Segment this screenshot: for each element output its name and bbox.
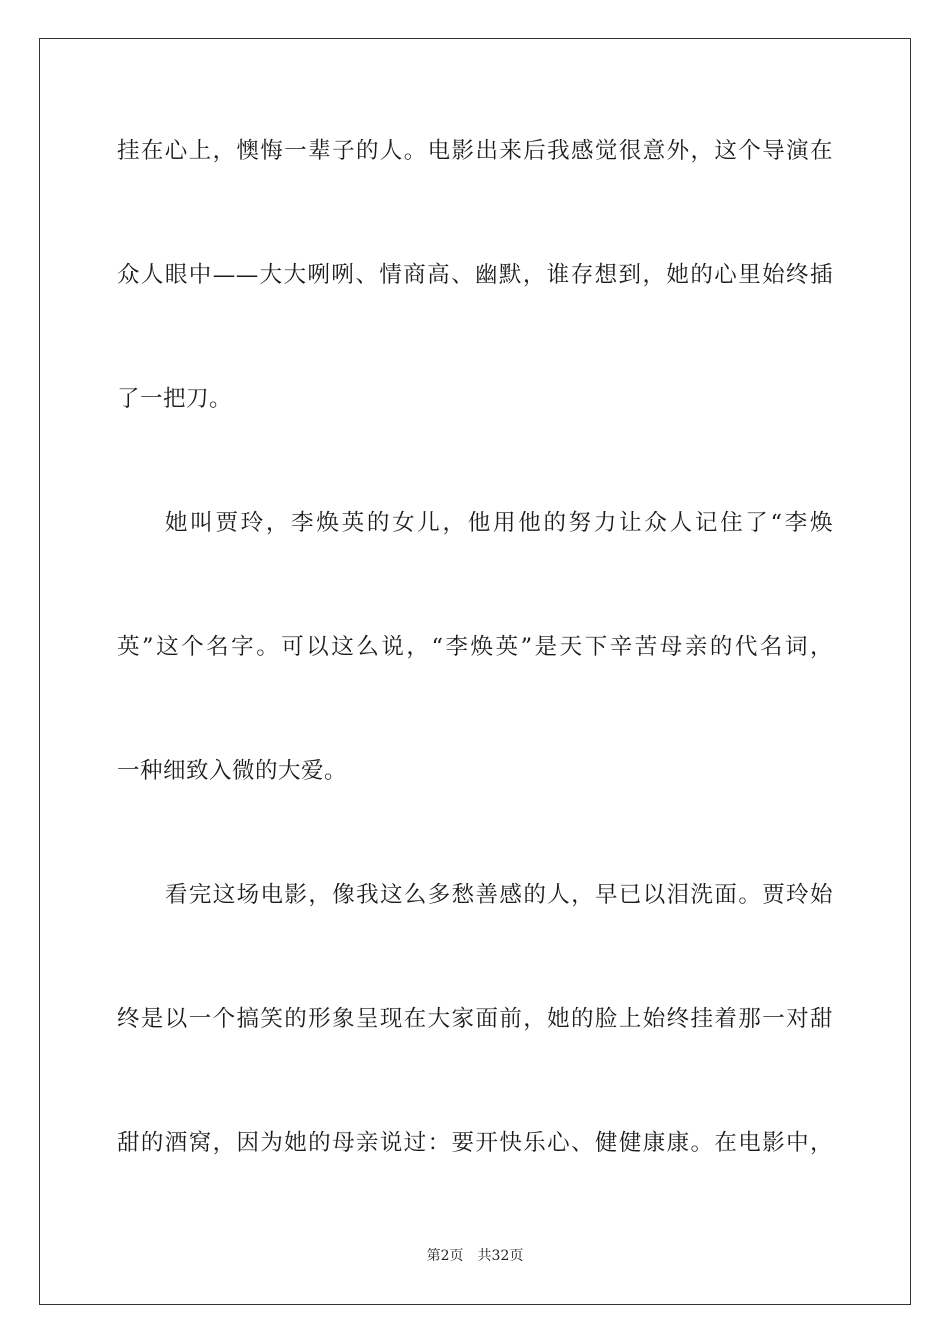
page-number: 第2页 xyxy=(426,1248,464,1264)
page-footer xyxy=(0,1246,950,1266)
text-line: 她叫贾玲，李焕英的女儿，他用他的努力让众人记住了“李焕 xyxy=(165,510,833,536)
text-line: 了一把刀。 xyxy=(117,386,233,412)
text-line: 看完这场电影，像我这么多愁善感的人，早已以泪洗面。贾玲始 xyxy=(165,882,833,908)
text-line: 甜的酒窝，因为她的母亲说过：要开快乐心、健健康康。在电影中， xyxy=(117,1130,833,1156)
text-line: 终是以一个搞笑的形象呈现在大家面前，她的脸上始终挂着那一对甜 xyxy=(117,1006,833,1032)
page-border xyxy=(39,38,911,1305)
text-line: 英”这个名字。可以这么说，“李焕英”是天下辛苦母亲的代名词， xyxy=(117,634,833,660)
text-line: 挂在心上，懊悔一辈子的人。电影出来后我感觉很意外，这个导演在 xyxy=(117,138,833,164)
text-line: 众人眼中——大大咧咧、情商高、幽默，谁存想到，她的心里始终插 xyxy=(117,262,833,288)
page-total: 共32页 xyxy=(477,1248,524,1264)
text-line: 一种细致入微的大爱。 xyxy=(117,758,348,784)
